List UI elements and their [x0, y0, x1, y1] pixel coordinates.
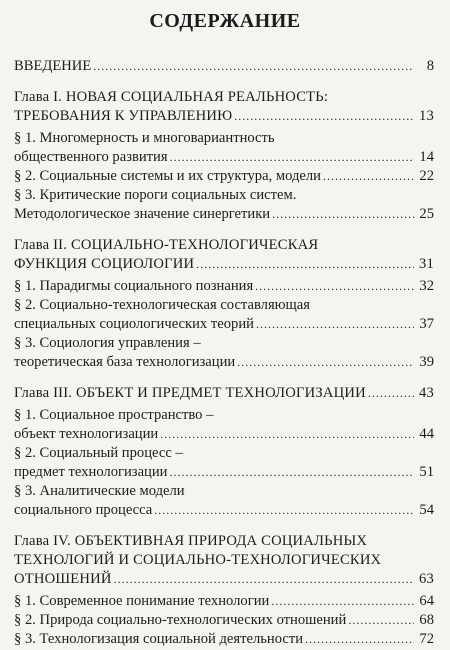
- toc-section-1-2[interactable]: [14, 167, 434, 186]
- page-number: 8: [426, 58, 434, 74]
- dot-leader: [305, 630, 414, 649]
- toc-section-1-1[interactable]: [14, 129, 434, 167]
- page-title: СОДЕРЖАНИЕ: [149, 10, 301, 32]
- section-title-line: § 2. Социальные системы и их структура, модели: [14, 168, 321, 184]
- dot-leader: [196, 255, 414, 274]
- dot-leader: [271, 592, 414, 611]
- toc-section-2-3[interactable]: [14, 334, 434, 372]
- section-title-line: § 1. Многомерность и многовариантность: [14, 130, 275, 146]
- page-number: 68: [419, 612, 434, 628]
- chapter-title-line: Глава I. НОВАЯ СОЦИАЛЬНАЯ РЕАЛЬНОСТЬ:: [14, 89, 329, 105]
- section-title-line: общественного развития: [14, 149, 168, 165]
- toc-section-3-2[interactable]: [14, 444, 434, 482]
- section-title-line: § 1. Современное понимание технологии: [14, 593, 270, 609]
- section-title-line: § 1. Парадигмы социального познания: [14, 278, 254, 294]
- section-title-line: предмет технологизации: [14, 464, 168, 480]
- section-title-line: § 2. Природа социально-технологических отношений: [14, 612, 347, 628]
- page-number: 54: [419, 502, 434, 518]
- section-title-line: § 1. Социальное пространство –: [14, 407, 214, 423]
- section-title-line: специальных социологических теорий: [14, 316, 254, 332]
- table-of-contents: [14, 57, 434, 649]
- section-title-line: социального процесса: [14, 502, 153, 518]
- dot-leader: [169, 463, 414, 482]
- toc-section-1-3[interactable]: [14, 186, 434, 224]
- toc-section-4-1[interactable]: [14, 592, 434, 611]
- dot-leader: [237, 353, 414, 372]
- dot-leader: [160, 425, 414, 444]
- page-number: 72: [419, 631, 434, 647]
- chapter-title-line: ТЕХНОЛОГИЙ И СОЦИАЛЬНО-ТЕХНОЛОГИЧЕСКИХ: [14, 552, 382, 568]
- page-number: 63: [419, 571, 434, 587]
- page-number: 14: [419, 149, 434, 165]
- page-number: 39: [419, 354, 434, 370]
- toc-section-3-1[interactable]: [14, 406, 434, 444]
- section-title-line: § 2. Социально-технологическая составляющая: [14, 297, 310, 313]
- dot-leader: [272, 205, 414, 224]
- page-number: 25: [419, 206, 434, 222]
- dot-leader: [348, 611, 414, 630]
- chapter-title-line: Глава IV. ОБЪЕКТИВНАЯ ПРИРОДА СОЦИАЛЬНЫХ: [14, 533, 368, 549]
- dot-leader: [114, 570, 414, 589]
- page-number: 32: [419, 278, 434, 294]
- chapter-title-line: Глава II. СОЦИАЛЬНО-ТЕХНОЛОГИЧЕСКАЯ: [14, 237, 319, 253]
- dot-leader: [323, 167, 414, 186]
- page-number: 13: [419, 108, 434, 124]
- section-title-line: § 3. Критические пороги социальных систем.: [14, 187, 297, 203]
- toc-chapter-1[interactable]: [14, 88, 434, 126]
- toc-chapter-2[interactable]: [14, 236, 434, 274]
- page-number: 22: [419, 168, 434, 184]
- dot-leader: [234, 107, 414, 126]
- dot-leader: [256, 315, 414, 334]
- page-number: 37: [419, 316, 434, 332]
- section-title-line: § 3. Социология управления –: [14, 335, 201, 351]
- dot-leader: [255, 277, 414, 296]
- dot-leader: [170, 148, 414, 167]
- chapter-title-line: Глава III. ОБЪЕКТ И ПРЕДМЕТ ТЕХНОЛОГИЗАЦИИ: [14, 385, 366, 401]
- page-number: 64: [419, 593, 434, 609]
- section-title-line: теоретическая база технологизации: [14, 354, 236, 370]
- section-title-line: объект технологизации: [14, 426, 159, 442]
- toc-entry-title: ВВЕДЕНИЕ: [14, 58, 92, 74]
- section-title-line: Методологическое значение синергетики: [14, 206, 271, 222]
- toc-section-2-2[interactable]: [14, 296, 434, 334]
- chapter-title-line: ТРЕБОВАНИЯ К УПРАВЛЕНИЮ: [14, 108, 233, 124]
- page-number: 31: [419, 256, 434, 272]
- toc-chapter-3[interactable]: [14, 384, 434, 403]
- dot-leader: [93, 57, 414, 76]
- page-number: 51: [419, 464, 434, 480]
- page-number: 44: [419, 426, 434, 442]
- toc-chapter-4[interactable]: [14, 532, 434, 589]
- section-title-line: § 3. Аналитические модели: [14, 483, 185, 499]
- dot-leader: [368, 384, 414, 403]
- chapter-title-line: ФУНКЦИЯ СОЦИОЛОГИИ: [14, 256, 195, 272]
- section-title-line: § 3. Технологизация социальной деятельности: [14, 631, 304, 647]
- toc-section-3-3[interactable]: [14, 482, 434, 520]
- dot-leader: [154, 501, 414, 520]
- chapter-title-line: ОТНОШЕНИЙ: [14, 571, 112, 587]
- toc-section-4-2[interactable]: [14, 611, 434, 630]
- toc-entry-introduction[interactable]: [14, 57, 434, 76]
- section-title-line: § 2. Социальный процесс –: [14, 445, 183, 461]
- toc-section-4-3[interactable]: [14, 630, 434, 649]
- page-number: 43: [419, 385, 434, 401]
- toc-section-2-1[interactable]: [14, 277, 434, 296]
